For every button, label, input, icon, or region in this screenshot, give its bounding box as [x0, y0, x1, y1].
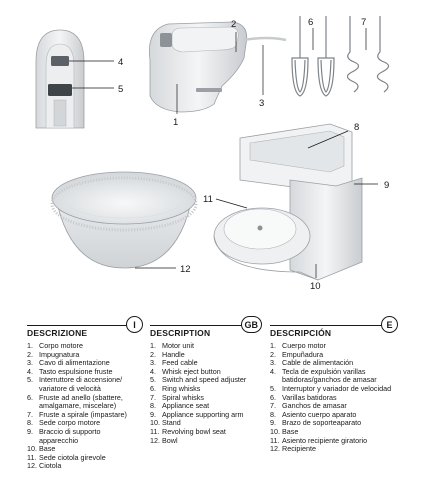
section-spanish [270, 316, 394, 454]
list-item: 8. Sede corpo motore [27, 418, 101, 428]
list-item: 2. Empuñadura [270, 349, 324, 359]
list-item: 11. Revolving bowl seat [150, 426, 226, 436]
list-item: 11. Sede ciotola girevole [27, 452, 106, 462]
list-item: 11. Asiento recipiente giratorio [270, 435, 368, 445]
section-english [150, 316, 258, 445]
callout-10: 10 [310, 281, 321, 292]
callout-2: 2 [231, 19, 237, 30]
header-rule [27, 325, 139, 326]
list-item: 7. Ganchos de amasar [270, 401, 347, 411]
list-item: 2. Impugnatura [27, 349, 80, 359]
list-item: 8. Appliance seat [150, 401, 210, 411]
list-item: 3. Cable de alimentación [270, 358, 354, 368]
bowl [52, 172, 196, 268]
callout-3: 3 [259, 98, 265, 109]
hand-mixer [149, 22, 286, 112]
callout-6: 6 [308, 17, 314, 28]
list-item: 10. Base [270, 426, 299, 436]
list-item: 5. Switch and speed adjuster [150, 375, 247, 385]
list-item: 7. Spiral whisks [150, 392, 204, 402]
parts-list [150, 342, 258, 445]
section-title: DESCRIPCIÓN [270, 328, 332, 338]
stand [214, 124, 362, 280]
list-item: 1. Motor unit [150, 341, 194, 350]
list-item: 3. Cavo di alimentazione [27, 358, 110, 368]
list-item: 3. Feed cable [150, 358, 198, 368]
section-title: DESCRIZIONE [27, 328, 88, 338]
language-badge: I [126, 316, 143, 333]
list-item: 12. Recipiente [270, 444, 316, 454]
motor-top-detail [36, 30, 84, 128]
callout-5: 5 [118, 84, 124, 95]
parts-list [270, 342, 394, 454]
callout-8: 8 [354, 122, 360, 133]
section-header [27, 316, 139, 336]
list-item: 12. Ciotola [27, 461, 62, 471]
list-item: 9. Braccio di supporto apparecchio [27, 426, 101, 445]
list-item: 6. Varillas batidoras [270, 392, 337, 402]
list-item: 8. Asiento cuerpo aparato [270, 409, 357, 419]
callout-7: 7 [361, 17, 367, 28]
callout-4: 4 [118, 57, 124, 68]
list-item: 1. Cuerpo motor [270, 341, 326, 350]
list-item: 4. Tecla de expulsión varillas batidoras/ganchos de amasar [270, 366, 377, 385]
callout-9: 9 [384, 180, 390, 191]
language-badge: GB [241, 316, 263, 333]
list-item: 6. Ring whisks [150, 383, 201, 393]
section-italian [27, 316, 139, 471]
list-item: 5. Interruptor y variador de velocidad [270, 383, 392, 393]
section-header [270, 316, 394, 336]
list-item: 5. Interruttore di accensione/ variatore di velocità [27, 375, 123, 393]
list-item: 9. Appliance supporting arm [150, 409, 244, 419]
callout-12: 12 [180, 264, 191, 275]
language-badge: E [381, 316, 398, 333]
list-item: 2. Handle [150, 349, 185, 359]
callout-11: 11 [203, 194, 213, 205]
list-item: 9. Brazo de soporteaparato [270, 418, 362, 428]
parts-list [27, 342, 139, 471]
spiral-whisks [347, 16, 388, 92]
list-item: 7. Fruste a spirale (impastare) [27, 409, 127, 419]
list-item: 4. Tasto espulsione fruste [27, 366, 113, 376]
list-item: 10. Stand [150, 418, 181, 428]
section-title: DESCRIPTION [150, 328, 211, 338]
list-item: 4. Whisk eject button [150, 366, 221, 376]
list-item: 10. Base [27, 444, 56, 454]
list-item: 12. Bowl [150, 435, 178, 445]
list-item: 6. Fruste ad anello (sbattere, amalgamare, miscelare) [27, 392, 123, 411]
list-item: 1. Corpo motore [27, 341, 83, 350]
callout-1: 1 [173, 117, 179, 128]
header-rule [270, 325, 394, 326]
section-header [150, 316, 258, 336]
